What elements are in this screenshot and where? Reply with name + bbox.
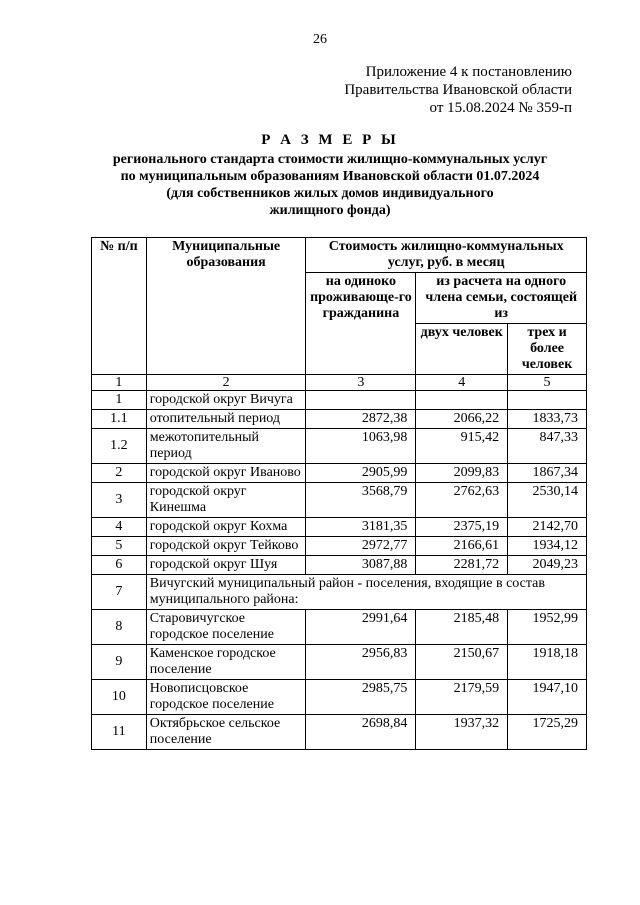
row-municipality: отопительный период [146, 410, 306, 429]
row-single-cost: 2985,75 [306, 680, 416, 715]
row-municipality: городской округ Вичуга [146, 391, 306, 410]
heading-line-3: (для собственников жилых домов индивидуального [166, 186, 494, 201]
row-number: 11 [92, 715, 147, 750]
row-number: 10 [92, 680, 147, 715]
row-single-cost: 2991,64 [306, 610, 416, 645]
row-single-cost [306, 391, 416, 410]
col-number: 3 [306, 375, 416, 391]
row-two-cost: 2166,61 [416, 537, 508, 556]
row-municipality: городской округ Иваново [146, 464, 306, 483]
heading-line-2: по муниципальным образованиям Ивановской области 01.07.2024 [120, 169, 540, 184]
annex-note [344, 63, 572, 117]
annex-line-3: от 15.08.2024 № 359-п [429, 100, 572, 116]
column-numbers-row [92, 375, 587, 391]
row-municipality: городской округ Кохма [146, 518, 306, 537]
section-row [92, 575, 587, 610]
table-row [92, 680, 587, 715]
table-row [92, 556, 587, 575]
table-row [92, 715, 587, 750]
row-municipality: Старовичугское городское поселение [146, 610, 306, 645]
row-municipality: межотопительный период [146, 429, 306, 464]
row-number: 1.1 [92, 410, 147, 429]
row-number: 5 [92, 537, 147, 556]
row-municipality: городской округ Кинешма [146, 483, 306, 518]
row-three-cost: 1833,73 [508, 410, 587, 429]
row-single-cost: 2698,84 [306, 715, 416, 750]
row-number: 8 [92, 610, 147, 645]
table-row [92, 518, 587, 537]
row-municipality: городской округ Тейково [146, 537, 306, 556]
row-two-cost: 2185,48 [416, 610, 508, 645]
row-single-cost: 2972,77 [306, 537, 416, 556]
heading-line-1: регионального стандарта стоимости жилищно-коммунальных услуг [112, 152, 548, 167]
row-number: 7 [92, 575, 147, 610]
header-three: трех и более человек [508, 324, 587, 375]
header-single: на одиноко проживающе-го гражданина [306, 273, 416, 375]
row-three-cost [508, 391, 587, 410]
annex-line-2: Правительства Ивановской области [344, 82, 572, 98]
row-single-cost: 2956,83 [306, 645, 416, 680]
rows-group-1 [92, 391, 587, 575]
row-three-cost: 1947,10 [508, 680, 587, 715]
row-three-cost: 1918,18 [508, 645, 587, 680]
annex-line-1: Приложение 4 к постановлению [365, 64, 572, 80]
row-single-cost: 3568,79 [306, 483, 416, 518]
row-two-cost: 2066,22 [416, 410, 508, 429]
row-two-cost: 915,42 [416, 429, 508, 464]
row-municipality: Октябрьское сельское поселение [146, 715, 306, 750]
row-number: 9 [92, 645, 147, 680]
row-two-cost: 2099,83 [416, 464, 508, 483]
col-number: 4 [416, 375, 508, 391]
row-three-cost: 1952,99 [508, 610, 587, 645]
row-single-cost: 1063,98 [306, 429, 416, 464]
row-number: 1 [92, 391, 147, 410]
table-row [92, 410, 587, 429]
row-three-cost: 847,33 [508, 429, 587, 464]
header-cost: Стоимость жилищно-коммунальных услуг, руб. в месяц [306, 238, 587, 273]
row-number: 4 [92, 518, 147, 537]
row-two-cost: 1937,32 [416, 715, 508, 750]
header-per-member: из расчета на одного члена семьи, состоящей из [416, 273, 587, 324]
row-two-cost: 2150,67 [416, 645, 508, 680]
row-three-cost: 2142,70 [508, 518, 587, 537]
row-number: 6 [92, 556, 147, 575]
row-two-cost: 2762,63 [416, 483, 508, 518]
row-municipality: Каменское городское поселение [146, 645, 306, 680]
row-municipality: городской округ Шуя [146, 556, 306, 575]
col-number: 2 [146, 375, 306, 391]
row-number: 2 [92, 464, 147, 483]
table-row [92, 483, 587, 518]
rows-group-2 [92, 610, 587, 750]
heading-title: Р А З М Е Р Ы [261, 132, 399, 148]
row-single-cost: 3087,88 [306, 556, 416, 575]
table-row [92, 645, 587, 680]
table-row [92, 391, 587, 410]
row-single-cost: 2905,99 [306, 464, 416, 483]
col-number: 5 [508, 375, 587, 391]
row-number: 3 [92, 483, 147, 518]
col-number: 1 [92, 375, 147, 391]
heading-line-4: жилищного фонда) [269, 203, 391, 218]
document-heading [0, 132, 640, 219]
table-row [92, 610, 587, 645]
row-two-cost: 2179,59 [416, 680, 508, 715]
row-three-cost: 2049,23 [508, 556, 587, 575]
row-three-cost: 1725,29 [508, 715, 587, 750]
table-row [92, 429, 587, 464]
row-municipality: Новописцовское городское поселение [146, 680, 306, 715]
row-two-cost [416, 391, 508, 410]
row-number: 1.2 [92, 429, 147, 464]
row-three-cost: 1934,12 [508, 537, 587, 556]
header-num: № п/п [92, 238, 147, 375]
row-two-cost: 2281,72 [416, 556, 508, 575]
header-municipality: Муниципальные образования [146, 238, 306, 375]
section-text: Вичугский муниципальный район - поселения, входящие в состав муниципального района: [146, 575, 586, 610]
cost-table [91, 237, 587, 750]
row-single-cost: 2872,38 [306, 410, 416, 429]
table-row [92, 464, 587, 483]
row-three-cost: 1867,34 [508, 464, 587, 483]
page-number: 26 [313, 32, 327, 47]
header-two: двух человек [416, 324, 508, 375]
table-row [92, 537, 587, 556]
row-single-cost: 3181,35 [306, 518, 416, 537]
row-two-cost: 2375,19 [416, 518, 508, 537]
row-three-cost: 2530,14 [508, 483, 587, 518]
